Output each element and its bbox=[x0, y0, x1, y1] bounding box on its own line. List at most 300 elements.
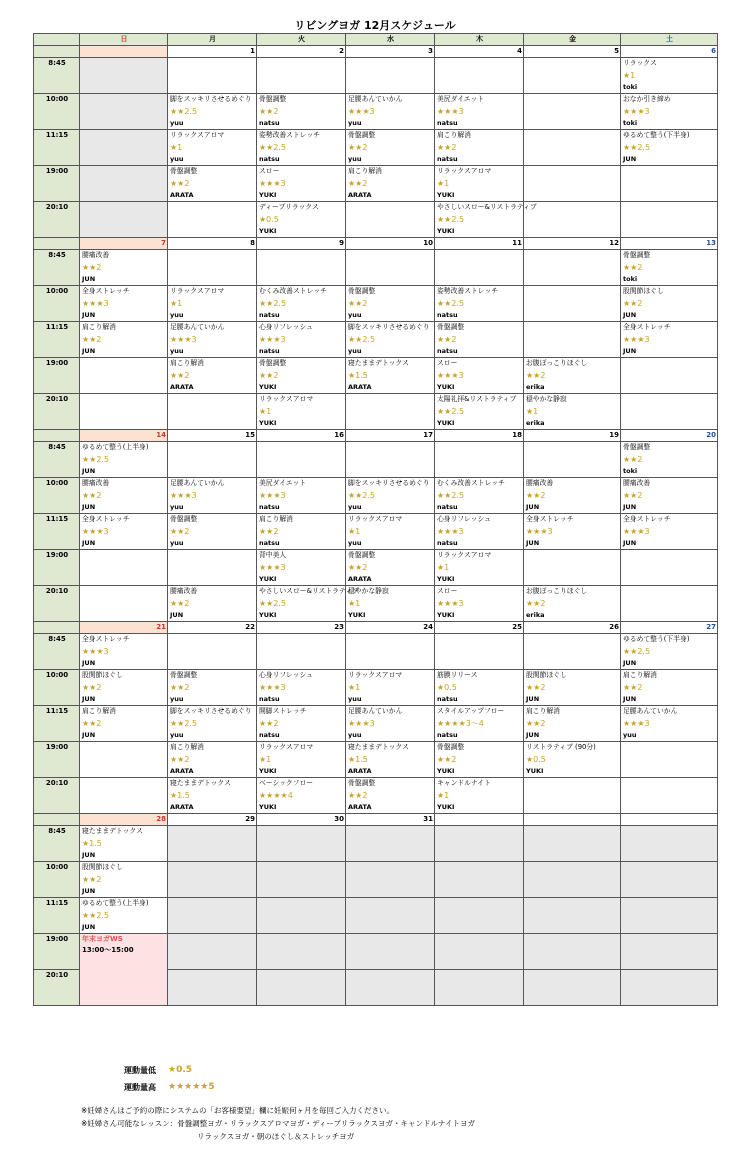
lesson-name: 腰痛改善 bbox=[170, 587, 198, 595]
lesson-name: 穏やかな静寂 bbox=[348, 587, 389, 595]
lesson-name: 背中美人 bbox=[259, 551, 287, 559]
lesson-cell bbox=[257, 586, 359, 622]
lesson-name: 骨盤調整 bbox=[170, 167, 198, 175]
lesson-cell bbox=[435, 550, 524, 586]
empty-cell bbox=[80, 394, 168, 430]
lesson-cell bbox=[435, 514, 524, 550]
date-cell: 7 bbox=[80, 238, 168, 250]
empty-cell bbox=[621, 358, 718, 394]
lesson-intensity: ★★2.5 bbox=[82, 911, 110, 920]
empty-cell bbox=[524, 862, 621, 898]
lesson-cell bbox=[168, 478, 257, 514]
lesson-cell bbox=[257, 286, 346, 322]
empty-cell bbox=[80, 778, 168, 814]
date-cell: 19 bbox=[524, 430, 621, 442]
lesson-cell bbox=[257, 322, 346, 358]
lesson-intensity: ★★★3 bbox=[348, 719, 375, 728]
lesson-cell bbox=[346, 478, 435, 514]
lesson-name: 足腰あんていかん bbox=[348, 95, 403, 103]
empty-cell bbox=[80, 358, 168, 394]
date-cell: 6 bbox=[621, 46, 718, 58]
lesson-cell bbox=[257, 394, 346, 430]
lesson-cell bbox=[435, 778, 524, 814]
lesson-cell bbox=[524, 586, 621, 622]
empty-cell bbox=[524, 166, 621, 202]
lesson-intensity: ★★2 bbox=[526, 599, 546, 608]
empty-cell bbox=[168, 826, 257, 862]
lesson-intensity: ★1 bbox=[437, 179, 450, 188]
lesson-cell bbox=[80, 898, 168, 934]
date-cell: 18 bbox=[435, 430, 524, 442]
lesson-instructor: YUKI bbox=[259, 383, 277, 391]
lesson-name: 全身ストレッチ bbox=[623, 323, 671, 331]
lesson-name: 心身リフレッシュ bbox=[259, 323, 313, 331]
date-cell: 20 bbox=[621, 430, 718, 442]
lesson-instructor: JUN bbox=[623, 347, 637, 355]
lesson-intensity: ★★2 bbox=[437, 143, 457, 152]
lesson-name: 肩こり解消 bbox=[82, 707, 116, 715]
lesson-instructor: JUN bbox=[82, 731, 96, 739]
lesson-intensity: ★★2 bbox=[82, 719, 102, 728]
lesson-instructor: natsu bbox=[259, 731, 280, 739]
lesson-cell bbox=[80, 250, 168, 286]
empty-cell bbox=[435, 58, 524, 94]
empty-cell bbox=[524, 898, 621, 934]
empty-cell bbox=[524, 130, 621, 166]
date-row-corner bbox=[34, 46, 80, 58]
lesson-instructor: yuu bbox=[348, 503, 362, 511]
legend-low-label: 運動量低 bbox=[124, 1066, 156, 1075]
lesson-intensity: ★★2.5 bbox=[623, 143, 651, 152]
empty-cell bbox=[257, 970, 346, 1006]
time-slot-label: 10:00 bbox=[34, 478, 80, 514]
lesson-intensity: ★1 bbox=[348, 599, 361, 608]
lesson-instructor: YUKI bbox=[437, 611, 455, 619]
lesson-name: ディープリラックス bbox=[259, 203, 319, 211]
lesson-intensity: ★★2 bbox=[623, 263, 643, 272]
empty-cell bbox=[524, 778, 621, 814]
lesson-intensity: ★★2 bbox=[82, 263, 102, 272]
empty-cell bbox=[435, 934, 524, 970]
lesson-instructor: JUN bbox=[526, 503, 540, 511]
empty-cell bbox=[257, 826, 346, 862]
lesson-name: 骨盤調整 bbox=[623, 443, 651, 451]
date-row-corner bbox=[34, 622, 80, 634]
date-cell bbox=[524, 814, 621, 826]
lesson-name: 寝たままデトックス bbox=[348, 743, 409, 751]
date-cell: 4 bbox=[435, 46, 524, 58]
lesson-name: 心身リフレッシュ bbox=[437, 515, 491, 523]
lesson-cell bbox=[435, 394, 524, 430]
lesson-name: 腰痛改善 bbox=[82, 251, 110, 259]
lesson-name: 穏やかな静寂 bbox=[526, 395, 567, 403]
empty-cell bbox=[621, 778, 718, 814]
lesson-intensity: ★★2.5 bbox=[437, 407, 465, 416]
lesson-cell bbox=[168, 94, 257, 130]
lesson-cell bbox=[168, 706, 257, 742]
empty-cell bbox=[435, 634, 524, 670]
lesson-name: お腹ぽっこりほぐし bbox=[526, 587, 588, 595]
lesson-name: リラックスアロマ bbox=[348, 671, 403, 679]
lesson-intensity: ★★2.5 bbox=[437, 299, 465, 308]
lesson-instructor: JUN bbox=[82, 851, 96, 859]
empty-cell bbox=[621, 742, 718, 778]
lesson-instructor: natsu bbox=[437, 503, 458, 511]
lesson-name: リラックス bbox=[623, 59, 657, 67]
empty-cell bbox=[621, 970, 718, 1006]
empty-cell bbox=[168, 442, 257, 478]
lesson-intensity: ★1 bbox=[348, 683, 361, 692]
empty-cell bbox=[168, 202, 257, 238]
lesson-instructor: YUKI bbox=[259, 767, 277, 775]
lesson-cell bbox=[168, 130, 257, 166]
lesson-instructor: yuu bbox=[348, 539, 362, 547]
lesson-cell bbox=[257, 742, 346, 778]
lesson-name: むくみ改善ストレッチ bbox=[437, 479, 505, 487]
lesson-instructor: JUN bbox=[170, 611, 184, 619]
lesson-name: 寝たままデトックス bbox=[82, 827, 143, 835]
empty-cell bbox=[257, 934, 346, 970]
lesson-instructor: JUN bbox=[82, 311, 96, 319]
lesson-instructor: yuu bbox=[348, 119, 362, 127]
lesson-instructor: yuu bbox=[170, 347, 184, 355]
empty-cell bbox=[80, 550, 168, 586]
lesson-name: 肩こり解消 bbox=[526, 707, 560, 715]
lesson-cell bbox=[524, 394, 621, 430]
lesson-intensity: ★★2 bbox=[623, 683, 643, 692]
lesson-intensity: ★1 bbox=[623, 71, 636, 80]
lesson-intensity: ★★2.5 bbox=[82, 455, 110, 464]
lesson-cell bbox=[168, 742, 257, 778]
lesson-cell bbox=[435, 478, 524, 514]
lesson-intensity: ★★2 bbox=[170, 527, 190, 536]
lesson-name: キャンドルナイト bbox=[437, 779, 491, 787]
lesson-name: 全身ストレッチ bbox=[526, 515, 574, 523]
time-slot-label: 11:15 bbox=[34, 322, 80, 358]
empty-cell bbox=[346, 634, 435, 670]
lesson-intensity: ★★2 bbox=[82, 875, 102, 884]
lesson-instructor: natsu bbox=[259, 155, 280, 163]
lesson-instructor: erika bbox=[526, 383, 545, 391]
lesson-name: ゆるめて整う(下半身) bbox=[623, 131, 690, 139]
lesson-instructor: ARATA bbox=[348, 575, 372, 583]
lesson-intensity: ★★2 bbox=[82, 491, 102, 500]
empty-cell bbox=[168, 250, 257, 286]
lesson-intensity: ★★★3 bbox=[259, 491, 286, 500]
lesson-name: ベーシックフロー bbox=[259, 779, 314, 787]
empty-cell bbox=[524, 442, 621, 478]
lesson-name: 骨盤調整 bbox=[437, 743, 465, 751]
lesson-intensity: ★★2.5 bbox=[348, 491, 376, 500]
lesson-intensity: ★★2.5 bbox=[348, 335, 376, 344]
lesson-cell bbox=[168, 670, 257, 706]
workshop-cell bbox=[80, 934, 168, 1006]
empty-cell bbox=[80, 94, 168, 130]
lesson-name: リラックスアロマ bbox=[348, 515, 403, 523]
lesson-name: ゆるめて整う(上半身) bbox=[82, 443, 149, 451]
lesson-cell bbox=[168, 778, 257, 814]
lesson-name: 肩こり解消 bbox=[170, 359, 204, 367]
lesson-cell bbox=[524, 706, 621, 742]
lesson-intensity: ★★2.5 bbox=[623, 647, 651, 656]
time-slot-label: 20:10 bbox=[34, 394, 80, 430]
lesson-instructor: JUN bbox=[82, 347, 96, 355]
lesson-cell bbox=[346, 130, 435, 166]
lesson-name: 肩こり解消 bbox=[623, 671, 657, 679]
lesson-cell bbox=[80, 634, 168, 670]
lesson-name: やさしいスロー&リストラティブ bbox=[437, 203, 537, 211]
time-slot-label: 20:10 bbox=[34, 586, 80, 622]
lesson-cell bbox=[621, 322, 718, 358]
date-cell: 5 bbox=[524, 46, 621, 58]
lesson-instructor: ARATA bbox=[170, 767, 194, 775]
time-slot-label: 20:10 bbox=[34, 970, 80, 1006]
lesson-instructor: natsu bbox=[259, 119, 280, 127]
lesson-name: 筋膜リリース bbox=[437, 671, 478, 679]
lesson-cell bbox=[346, 166, 435, 202]
lesson-instructor: YUKI bbox=[259, 611, 277, 619]
lesson-name: 足腰あんていかん bbox=[170, 479, 225, 487]
lesson-intensity: ★★2 bbox=[82, 683, 102, 692]
date-cell: 13 bbox=[621, 238, 718, 250]
lesson-instructor: JUN bbox=[82, 659, 96, 667]
lesson-instructor: ARATA bbox=[170, 383, 194, 391]
lesson-cell bbox=[621, 58, 718, 94]
lesson-intensity: ★0.5 bbox=[526, 755, 546, 764]
legend-high-value: ★★★★★5 bbox=[168, 1082, 215, 1092]
lesson-intensity: ★★2 bbox=[170, 371, 190, 380]
date-cell: 17 bbox=[346, 430, 435, 442]
lesson-intensity: ★★★3 bbox=[82, 527, 109, 536]
time-slot-label: 11:15 bbox=[34, 706, 80, 742]
lesson-intensity: ★★2 bbox=[437, 335, 457, 344]
empty-cell bbox=[346, 970, 435, 1006]
lesson-instructor: natsu bbox=[437, 155, 458, 163]
lesson-instructor: JUN bbox=[82, 539, 96, 547]
lesson-cell bbox=[346, 742, 435, 778]
date-cell bbox=[435, 814, 524, 826]
lesson-instructor: JUN bbox=[623, 659, 637, 667]
lesson-intensity: ★★2 bbox=[259, 371, 279, 380]
empty-cell bbox=[621, 394, 718, 430]
empty-cell bbox=[524, 286, 621, 322]
lesson-intensity: ★★2.5 bbox=[170, 107, 198, 116]
lesson-name: 脚をスッキリさせるめぐり bbox=[170, 95, 252, 103]
lesson-cell bbox=[435, 706, 524, 742]
lesson-intensity: ★★2 bbox=[259, 719, 279, 728]
date-cell: 2 bbox=[257, 46, 346, 58]
lesson-cell bbox=[435, 358, 524, 394]
lesson-name: 骨盤調整 bbox=[437, 323, 465, 331]
empty-cell bbox=[346, 898, 435, 934]
lesson-instructor: ARATA bbox=[170, 191, 194, 199]
lesson-name: 全身ストレッチ bbox=[623, 515, 671, 523]
lesson-instructor: ARATA bbox=[348, 767, 372, 775]
lesson-intensity: ★★2 bbox=[437, 755, 457, 764]
lesson-cell bbox=[168, 322, 257, 358]
lesson-instructor: yuu bbox=[348, 695, 362, 703]
lesson-cell bbox=[346, 358, 435, 394]
day-header: 火 bbox=[257, 34, 346, 46]
time-slot-label: 10:00 bbox=[34, 862, 80, 898]
time-slot-label: 10:00 bbox=[34, 286, 80, 322]
lesson-name: 脚をスッキリさせるめぐり bbox=[348, 479, 430, 487]
lesson-name: 姿勢改善ストレッチ bbox=[259, 131, 321, 139]
lesson-name: リラックスアロマ bbox=[437, 167, 492, 175]
lesson-intensity: ★★★3 bbox=[437, 599, 464, 608]
lesson-intensity: ★1.5 bbox=[82, 839, 102, 848]
lesson-cell bbox=[257, 478, 346, 514]
empty-cell bbox=[524, 550, 621, 586]
time-slot-label: 8:45 bbox=[34, 442, 80, 478]
lesson-intensity: ★★★★4 bbox=[259, 791, 293, 800]
lesson-cell bbox=[435, 322, 524, 358]
lesson-name: リラックスアロマ bbox=[170, 131, 225, 139]
lesson-intensity: ★0.5 bbox=[259, 215, 279, 224]
lesson-instructor: yuu bbox=[170, 503, 184, 511]
lesson-instructor: natsu bbox=[259, 695, 280, 703]
lesson-name: お腹ぽっこりほぐし bbox=[526, 359, 588, 367]
lesson-instructor: yuu bbox=[623, 731, 637, 739]
empty-cell bbox=[257, 862, 346, 898]
lesson-cell bbox=[80, 322, 168, 358]
empty-cell bbox=[80, 202, 168, 238]
lesson-intensity: ★★★3 bbox=[259, 563, 286, 572]
lesson-instructor: natsu bbox=[437, 311, 458, 319]
empty-cell bbox=[168, 862, 257, 898]
lesson-name: 股関節ほぐし bbox=[82, 863, 123, 871]
header-corner bbox=[34, 34, 80, 46]
empty-cell bbox=[346, 442, 435, 478]
day-header: 日 bbox=[80, 34, 168, 46]
lesson-cell bbox=[621, 706, 718, 742]
lesson-intensity: ★1 bbox=[170, 299, 183, 308]
lesson-instructor: toki bbox=[623, 119, 638, 127]
lesson-name: 骨盤調整 bbox=[348, 131, 376, 139]
lesson-cell bbox=[621, 250, 718, 286]
lesson-cell bbox=[257, 670, 346, 706]
lesson-cell bbox=[621, 634, 718, 670]
lesson-name: リラックスアロマ bbox=[259, 743, 314, 751]
lesson-name: 心身リフレッシュ bbox=[259, 671, 313, 679]
lesson-intensity: ★★2 bbox=[82, 335, 102, 344]
lesson-cell bbox=[257, 202, 346, 238]
empty-cell bbox=[168, 634, 257, 670]
lesson-instructor: erika bbox=[526, 419, 545, 427]
date-cell: 11 bbox=[435, 238, 524, 250]
lesson-instructor: YUKI bbox=[437, 227, 455, 235]
empty-cell bbox=[168, 58, 257, 94]
lesson-cell bbox=[257, 166, 346, 202]
date-cell: 21 bbox=[80, 622, 168, 634]
lesson-instructor: natsu bbox=[259, 539, 280, 547]
lesson-name: 骨盤調整 bbox=[259, 359, 287, 367]
lesson-name: 脚をスッキリさせるめぐり bbox=[170, 707, 252, 715]
date-cell: 26 bbox=[524, 622, 621, 634]
time-slot-label: 10:00 bbox=[34, 670, 80, 706]
lesson-name: スロー bbox=[259, 167, 280, 175]
empty-cell bbox=[168, 394, 257, 430]
lesson-name: スロー bbox=[437, 587, 458, 595]
lesson-intensity: ★★★3 bbox=[82, 647, 109, 656]
lesson-name: 股関節ほぐし bbox=[82, 671, 123, 679]
lesson-intensity: ★★★3 bbox=[623, 527, 650, 536]
note-line: ※妊婦さんはご予約の際にシステムの「お客様要望」欄に妊娠何ヶ月を毎回ご入力ください。 bbox=[81, 1106, 395, 1115]
lesson-instructor: YUKI bbox=[259, 191, 277, 199]
empty-cell bbox=[621, 862, 718, 898]
time-slot-label: 19:00 bbox=[34, 550, 80, 586]
lesson-instructor: yuu bbox=[170, 731, 184, 739]
lesson-cell bbox=[621, 94, 718, 130]
lesson-name: ゆるめて整う(上半身) bbox=[82, 899, 149, 907]
lesson-intensity: ★★2 bbox=[348, 143, 368, 152]
time-slot-label: 20:10 bbox=[34, 778, 80, 814]
date-row-corner bbox=[34, 430, 80, 442]
empty-cell bbox=[257, 58, 346, 94]
date-cell: 12 bbox=[524, 238, 621, 250]
workshop-name: 年末ヨガWS bbox=[82, 935, 123, 943]
note-line: ※妊婦さん可能なレッスン：骨盤調整ヨガ・リラックスアロマヨガ・ディープリラックスヨガ・キャンドルナイトヨガ bbox=[81, 1119, 475, 1128]
date-cell: 24 bbox=[346, 622, 435, 634]
lesson-cell bbox=[621, 130, 718, 166]
lesson-name: 全身ストレッチ bbox=[82, 287, 130, 295]
time-slot-label: 11:15 bbox=[34, 898, 80, 934]
lesson-cell bbox=[524, 514, 621, 550]
lesson-name: 開脚ストレッチ bbox=[259, 707, 307, 715]
lesson-cell bbox=[257, 130, 346, 166]
day-header: 土 bbox=[621, 34, 718, 46]
lesson-instructor: yuu bbox=[348, 311, 362, 319]
lesson-cell bbox=[168, 286, 257, 322]
lesson-name: 太陽礼拝&リストラティブ bbox=[437, 395, 517, 403]
empty-cell bbox=[346, 934, 435, 970]
time-slot-label: 20:10 bbox=[34, 202, 80, 238]
lesson-intensity: ★★2.5 bbox=[259, 299, 287, 308]
time-slot-label: 19:00 bbox=[34, 934, 80, 970]
lesson-name: 足腰あんていかん bbox=[623, 707, 678, 715]
lesson-cell bbox=[80, 514, 168, 550]
lesson-cell bbox=[257, 550, 346, 586]
lesson-name: 美尻ダイエット bbox=[259, 479, 307, 487]
lesson-instructor: YUKI bbox=[348, 611, 366, 619]
lesson-name: 足腰あんていかん bbox=[170, 323, 225, 331]
lesson-intensity: ★★2 bbox=[348, 179, 368, 188]
lesson-cell bbox=[80, 670, 168, 706]
empty-cell bbox=[524, 322, 621, 358]
date-row-corner bbox=[34, 238, 80, 250]
date-cell: 10 bbox=[346, 238, 435, 250]
lesson-instructor: YUKI bbox=[437, 191, 455, 199]
date-cell: 15 bbox=[168, 430, 257, 442]
empty-cell bbox=[168, 898, 257, 934]
lesson-instructor: natsu bbox=[259, 347, 280, 355]
notes bbox=[81, 1104, 475, 1143]
lesson-name: 股関節ほぐし bbox=[623, 287, 664, 295]
lesson-intensity: ★★★3 bbox=[259, 179, 286, 188]
lesson-cell bbox=[621, 670, 718, 706]
lesson-name: 寝たままデトックス bbox=[170, 779, 231, 787]
lesson-cell bbox=[524, 670, 621, 706]
empty-cell bbox=[346, 58, 435, 94]
lesson-cell bbox=[524, 478, 621, 514]
date-row-corner bbox=[34, 814, 80, 826]
date-cell: 22 bbox=[168, 622, 257, 634]
lesson-instructor: JUN bbox=[526, 695, 540, 703]
lesson-intensity: ★★2.5 bbox=[259, 599, 287, 608]
lesson-intensity: ★★2 bbox=[623, 455, 643, 464]
page-title: リビングヨガ 12月スケジュール bbox=[294, 19, 456, 32]
lesson-instructor: yuu bbox=[348, 731, 362, 739]
